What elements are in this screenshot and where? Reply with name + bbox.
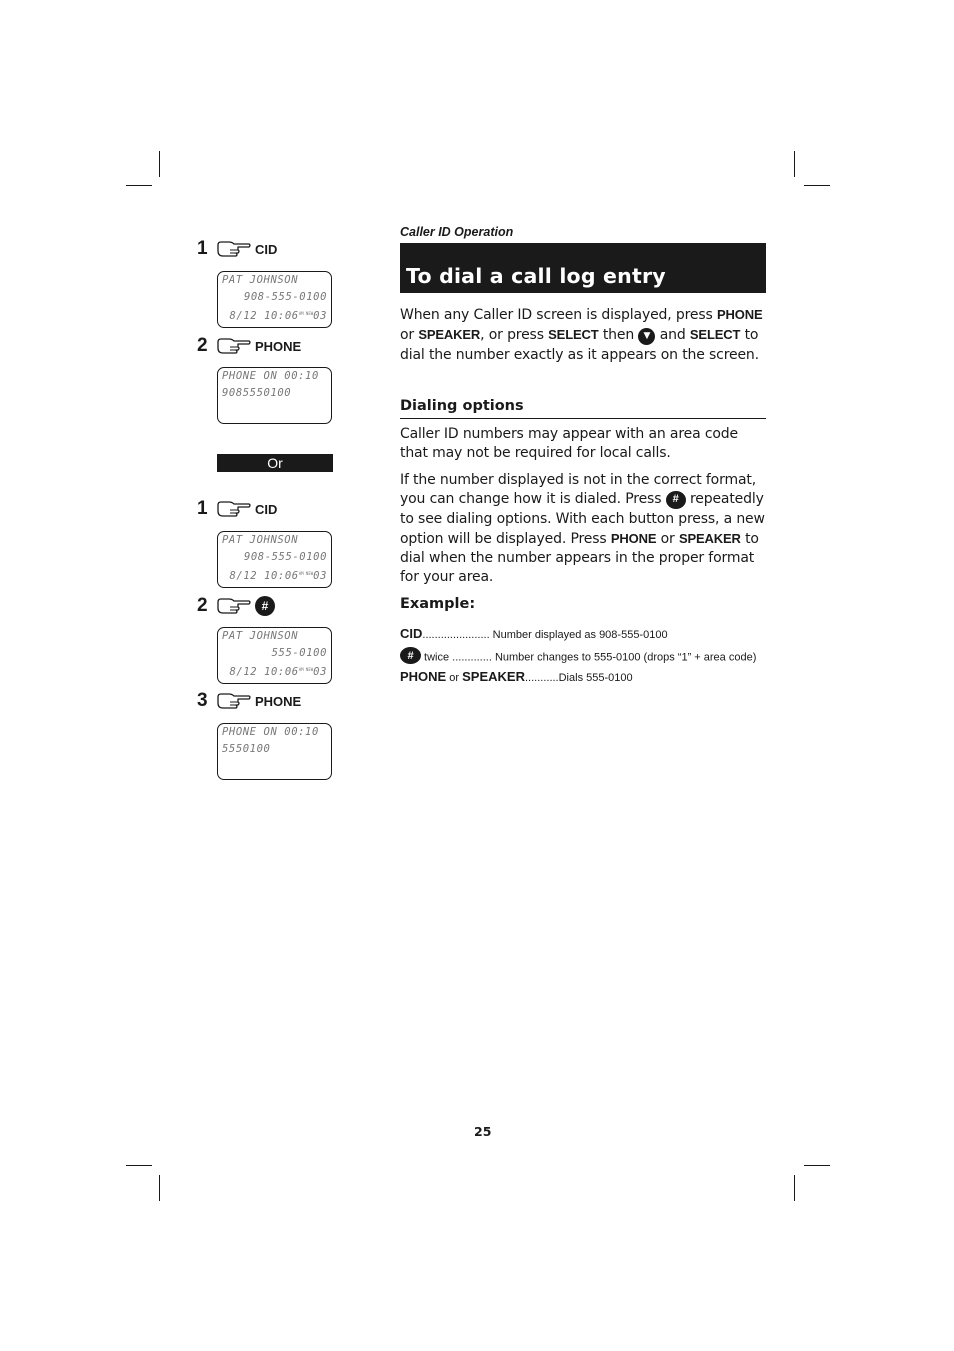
step-number: 3 [197, 690, 208, 711]
crop-mark [159, 1175, 160, 1201]
example-text: or [446, 672, 463, 684]
phone-key-label: PHONE [400, 669, 447, 684]
example-text: twice ............. Number changes to 555-0100 (drops “1” + area code) [421, 651, 757, 664]
crop-mark [126, 1165, 152, 1166]
lcd-line: PHONE ON 00:10 [222, 726, 319, 738]
or-divider: Or [217, 454, 333, 472]
example-text: ...........Dials 555-0100 [525, 672, 633, 684]
select-key-label: SELECT [689, 327, 741, 343]
title-bar [400, 243, 766, 293]
lcd-tag: AM NEW [298, 667, 314, 672]
lcd-line: PHONE ON 00:10 [222, 370, 319, 382]
hash-key-icon: # [255, 596, 275, 616]
phone-key-label: PHONE [716, 307, 763, 322]
speaker-key-label: SPEAKER [462, 669, 525, 684]
lcd-line: 908-555-0100 [243, 291, 327, 303]
lcd-line: PAT JOHNSON [222, 534, 299, 546]
step-number: 2 [197, 595, 208, 616]
hash-key-icon: # [666, 491, 686, 509]
lcd-tag: AM NEW [298, 311, 314, 316]
text: repeatedly to see dialing options. With each button press, a new option will be displayed. Press [400, 491, 765, 547]
step-number: 1 [197, 498, 208, 519]
step-a-1 [197, 238, 277, 260]
phone-key-label: PHONE [255, 338, 302, 354]
lcd-date: 8/12 10:06 [229, 570, 299, 582]
cid-key-label: CID [255, 501, 278, 517]
example-line-1 [400, 626, 668, 641]
lcd-line [229, 567, 327, 581]
select-key-label: SELECT [548, 327, 599, 343]
speaker-key-label: SPEAKER [418, 327, 481, 343]
crop-mark [804, 1165, 830, 1166]
lcd-count: 03 [313, 310, 327, 322]
hash-key-icon: # [400, 647, 421, 664]
crop-mark [804, 185, 830, 186]
example-line-3 [400, 669, 633, 684]
section-label: Caller ID Operation [400, 225, 514, 239]
step-a-2 [197, 335, 301, 357]
step-number: 1 [197, 238, 208, 259]
crop-mark [794, 1175, 795, 1201]
lcd-screen [217, 723, 332, 780]
text: or [400, 327, 419, 344]
lcd-tag: AM NEW [298, 571, 314, 576]
speaker-key-label: SPEAKER [678, 530, 741, 546]
example-line-2 [400, 647, 756, 664]
lcd-screen [217, 367, 332, 424]
lcd-count: 03 [313, 570, 327, 582]
lcd-date: 8/12 10:06 [229, 310, 299, 322]
lcd-line: 5550100 [222, 743, 271, 755]
lcd-line: PAT JOHNSON [222, 274, 299, 286]
lcd-screen [217, 531, 332, 588]
dialing-paragraph-1: Caller ID numbers may appear with an area code that may not be required for local calls. [400, 426, 738, 462]
lcd-screen [217, 627, 332, 684]
page-title: To dial a call log entry [406, 264, 666, 288]
pointing-hand-icon [215, 239, 253, 259]
text: or [656, 530, 679, 547]
pointing-hand-icon [215, 336, 253, 356]
text: to dial the number exactly as it appears on the screen. [400, 327, 759, 363]
step-b-1 [197, 498, 277, 520]
page-number: 25 [474, 1124, 492, 1139]
lcd-screen [217, 271, 332, 328]
intro-paragraph [400, 305, 766, 365]
pointing-hand-icon [215, 691, 253, 711]
pointing-hand-icon [215, 499, 253, 519]
lcd-line: 9085550100 [222, 387, 292, 399]
lcd-line [229, 307, 327, 321]
crop-mark [126, 185, 152, 186]
step-b-3 [197, 690, 301, 712]
example-text: ...................... Number displayed as 908-555-0100 [422, 629, 668, 641]
lcd-line: PAT JOHNSON [222, 630, 299, 642]
lcd-line [229, 663, 327, 677]
text: then [598, 327, 639, 344]
text: , or press [480, 327, 549, 344]
phone-key-label: PHONE [255, 693, 302, 709]
text: and [655, 327, 690, 344]
cid-key-label: CID [255, 241, 278, 257]
lcd-line: 555-0100 [271, 647, 327, 659]
dialing-options-heading: Dialing options [400, 398, 766, 419]
text: If the number displayed is not in the correct format, you can change how it is dialed. Press [400, 472, 757, 508]
pointing-hand-icon [215, 596, 253, 616]
text: When any Caller ID screen is displayed, press [400, 307, 717, 323]
example-heading: Example: [400, 596, 476, 612]
dialing-paragraph-2 [400, 471, 766, 588]
crop-mark [794, 151, 795, 177]
phone-key-label: PHONE [610, 530, 657, 546]
down-arrow-key-icon: ▼ [638, 328, 655, 345]
lcd-line: 908-555-0100 [243, 551, 327, 563]
crop-mark [159, 151, 160, 177]
lcd-count: 03 [313, 666, 327, 678]
step-number: 2 [197, 335, 208, 356]
step-b-2 [197, 595, 275, 617]
text: to dial when the number appears in the proper format for your area. [400, 530, 759, 586]
lcd-date: 8/12 10:06 [229, 666, 299, 678]
cid-key-label: CID [400, 626, 423, 641]
